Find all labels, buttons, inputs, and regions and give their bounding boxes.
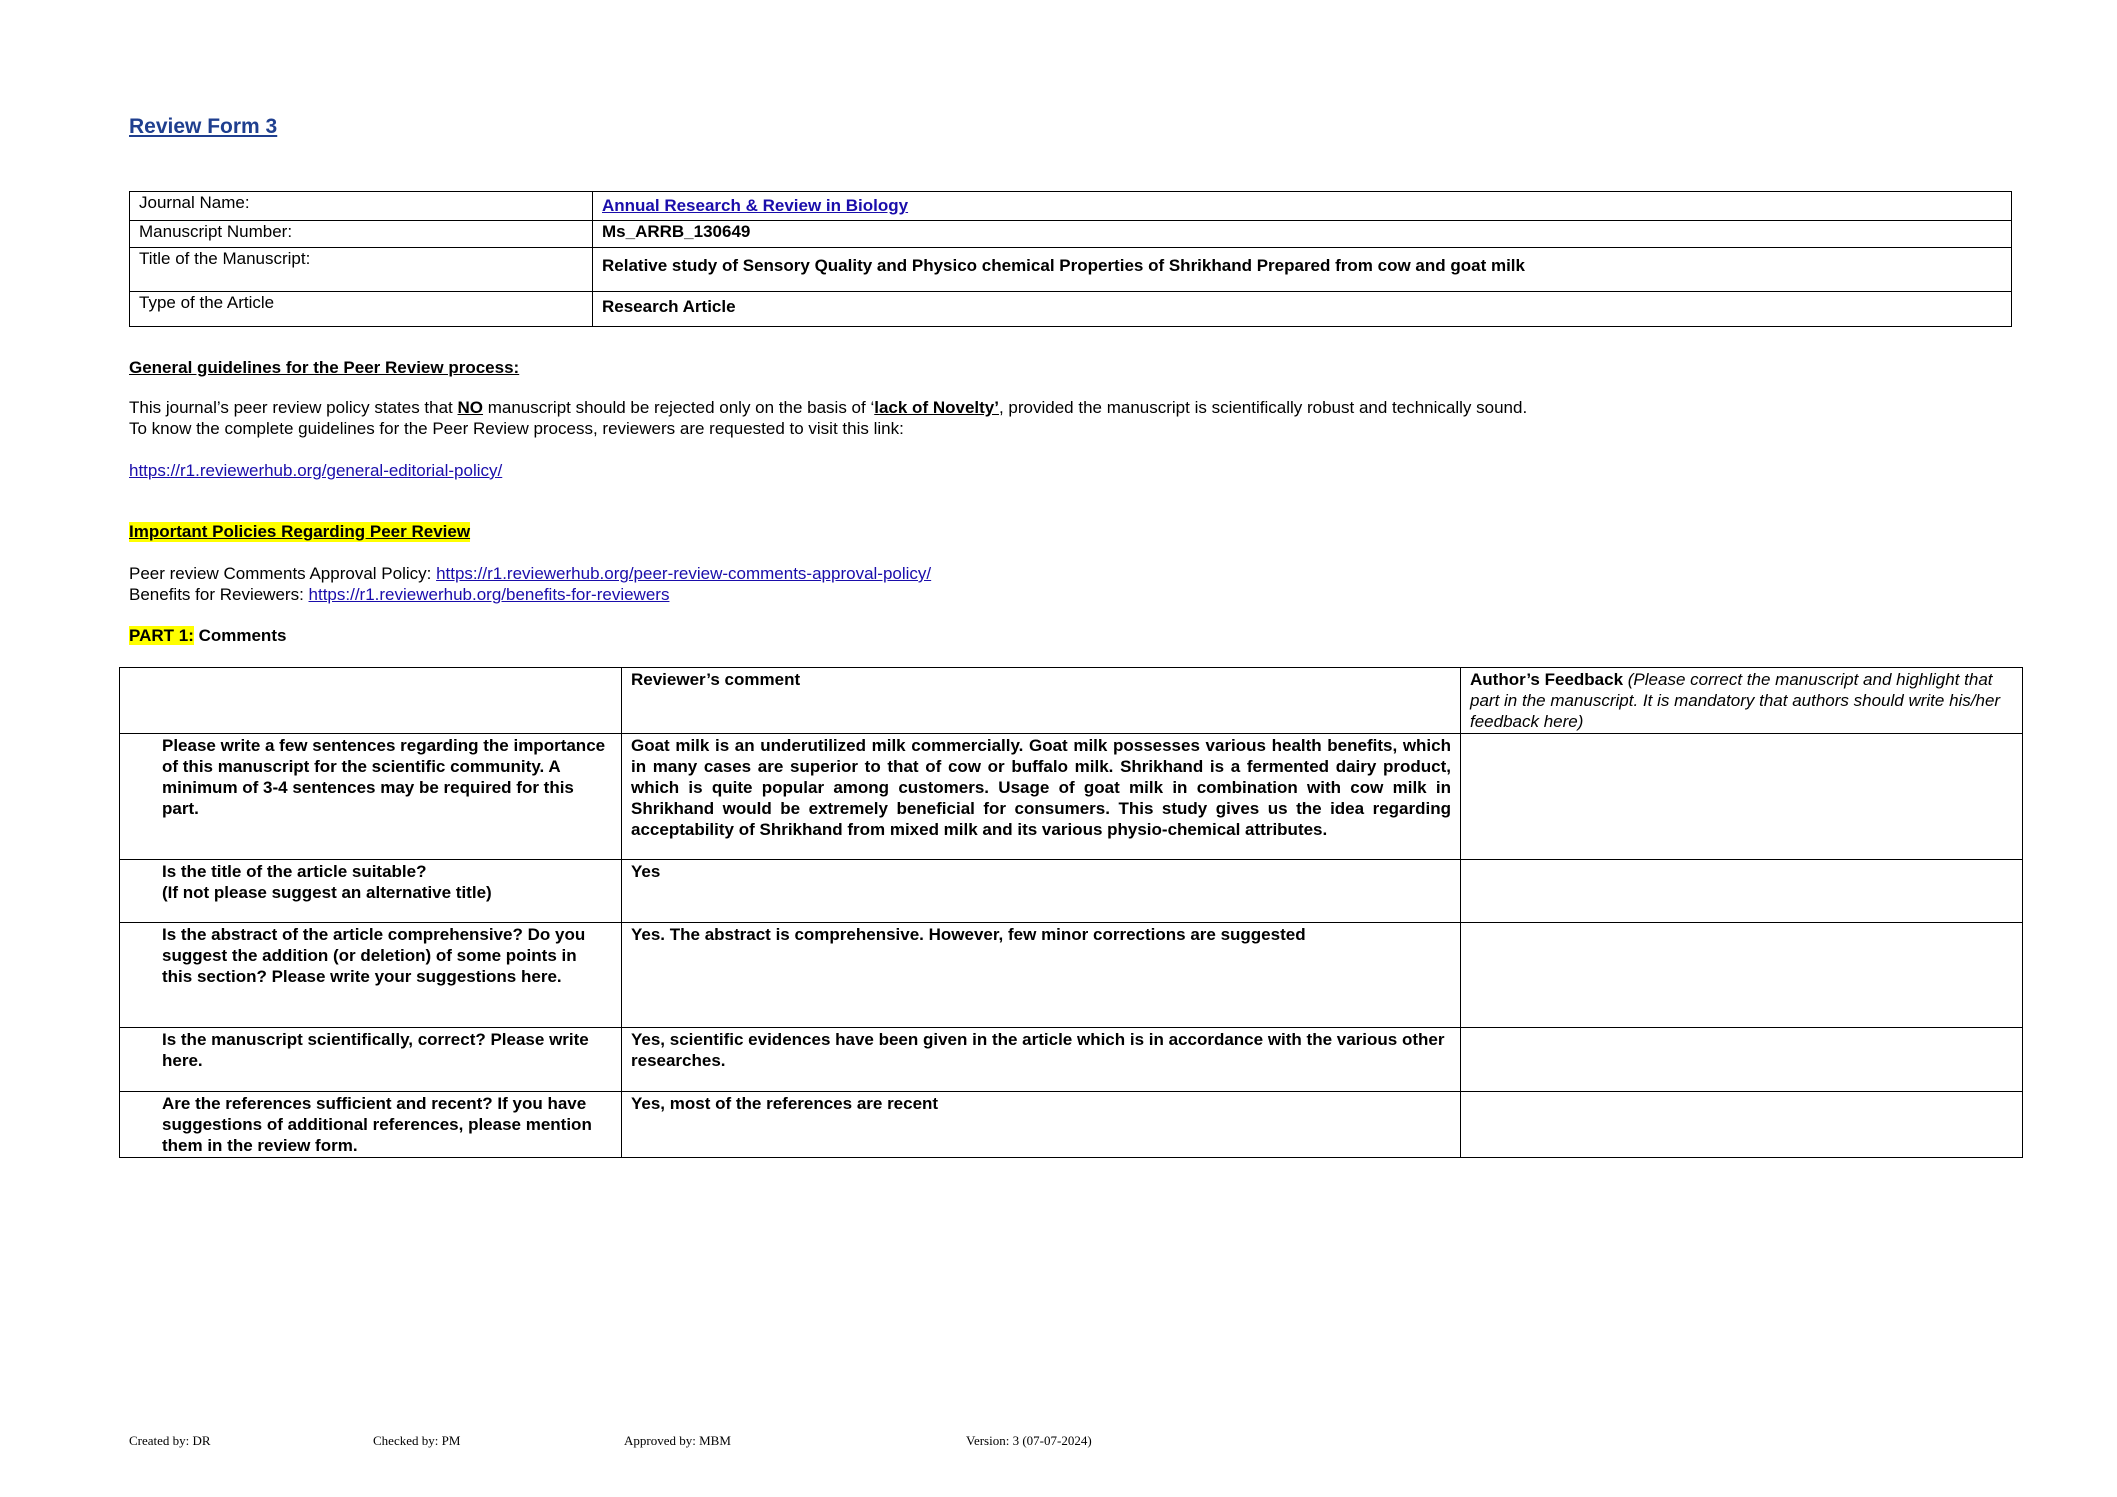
- benefits-label: Benefits for Reviewers:: [129, 585, 309, 604]
- footer-approved: Approved by: MBM: [624, 1433, 731, 1448]
- table-row: [120, 860, 2023, 923]
- manuscript-number-value: Ms_ARRB_130649: [593, 221, 2012, 248]
- guidelines-text-2: manuscript should be rejected only on the basis of ‘: [483, 398, 875, 417]
- manuscript-info-table: [129, 191, 2012, 327]
- reviewer-comment-scientific: Yes, scientific evidences have been given in the article which is in accordance with the various other researches.: [622, 1028, 1461, 1092]
- author-feedback-instructions: (Please correct the manuscript and highlight that part in the manuscript. It is mandatory that authors should write his/her feedback here): [1470, 670, 2001, 731]
- table-row: [120, 1092, 2023, 1158]
- guidelines-paragraph: [129, 397, 1527, 439]
- reviewer-comment-abstract: Yes. The abstract is comprehensive. However, few minor corrections are suggested: [622, 923, 1461, 1028]
- journal-name-row: [130, 192, 2012, 221]
- guidelines-text-1: This journal’s peer review policy states that: [129, 398, 458, 417]
- footer-version: Version: 3 (07-07-2024): [966, 1433, 1092, 1448]
- author-feedback-title: Author’s Feedback: [1470, 670, 1624, 689]
- comments-header-row: [120, 668, 2023, 734]
- author-feedback-references[interactable]: [1461, 1092, 2023, 1158]
- approval-policy-link[interactable]: https://r1.reviewerhub.org/peer-review-comments-approval-policy/: [436, 564, 932, 583]
- reviewer-comment-importance: Goat milk is an underutilized milk commercially. Goat milk possesses various health benefits, which in many cases are superior to that of cow or buffalo milk. Shrikhand is a fermented dairy product, which is quite popular among customers. Usage of goat milk in combination with cow milk in Shrikhand would be extremely beneficial for consumers. This study gives us the idea regarding acceptability of Shrikhand from mixed milk and its various physio-chemical attributes.: [622, 734, 1461, 860]
- question-header-cell: [120, 668, 622, 734]
- policies-links: [129, 563, 931, 605]
- question-title: [120, 860, 622, 923]
- footer-checked: Checked by: PM: [373, 1433, 461, 1448]
- reviewer-comment-header: Reviewer’s comment: [622, 668, 1461, 734]
- journal-name-link[interactable]: Annual Research & Review in Biology: [602, 196, 909, 215]
- lack-of-novelty-emphasis: lack of Novelty’: [874, 398, 999, 417]
- part1-heading: [129, 626, 286, 646]
- part1-label: PART 1:: [129, 626, 194, 645]
- manuscript-title-label: Title of the Manuscript:: [130, 248, 593, 292]
- table-row: [120, 923, 2023, 1028]
- benefits-link[interactable]: https://r1.reviewerhub.org/benefits-for-reviewers: [308, 585, 670, 604]
- important-policies-heading: Important Policies Regarding Peer Review: [129, 522, 471, 541]
- author-feedback-title-cell[interactable]: [1461, 860, 2023, 923]
- editorial-policy-link[interactable]: https://r1.reviewerhub.org/general-editorial-policy/: [129, 461, 503, 480]
- footer-created: Created by: DR: [129, 1433, 211, 1448]
- table-row: [120, 1028, 2023, 1092]
- author-feedback-scientific[interactable]: [1461, 1028, 2023, 1092]
- question-scientific: Is the manuscript scientifically, correct? Please write here.: [120, 1028, 622, 1092]
- article-type-row: [130, 292, 2012, 327]
- guidelines-text-4: To know the complete guidelines for the Peer Review process, reviewers are requested to visit this link:: [129, 419, 904, 438]
- manuscript-title-value: Relative study of Sensory Quality and Physico chemical Properties of Shrikhand Prepared from cow and goat milk: [593, 248, 2012, 292]
- question-title-line1: Is the title of the article suitable?: [162, 862, 427, 881]
- question-title-line2: (If not please suggest an alternative title): [162, 883, 492, 902]
- guidelines-text-3: , provided the manuscript is scientifically robust and technically sound.: [998, 398, 1528, 417]
- guidelines-heading: General guidelines for the Peer Review process:: [129, 358, 520, 377]
- article-type-label: Type of the Article: [130, 292, 593, 327]
- question-references: Are the references sufficient and recent? If you have suggestions of additional references, please mention them in the review form.: [120, 1092, 622, 1158]
- no-emphasis: NO: [457, 398, 484, 417]
- manuscript-number-row: [130, 221, 2012, 248]
- author-feedback-importance[interactable]: [1461, 734, 2023, 860]
- part1-title: Comments: [193, 626, 287, 645]
- comments-table: [119, 667, 2023, 1158]
- form-title: Review Form 3: [129, 115, 278, 138]
- journal-name-label: Journal Name:: [130, 192, 593, 221]
- question-abstract: Is the abstract of the article comprehensive? Do you suggest the addition (or deletion) of some points in this section? Please write your suggestions here.: [120, 923, 622, 1028]
- reviewer-comment-title: Yes: [622, 860, 1461, 923]
- reviewer-comment-references: Yes, most of the references are recent: [622, 1092, 1461, 1158]
- question-importance: Please write a few sentences regarding the importance of this manuscript for the scientific community. A minimum of 3-4 sentences may be required for this part.: [120, 734, 622, 860]
- table-row: [120, 734, 2023, 860]
- article-type-value: Research Article: [593, 292, 2012, 327]
- approval-policy-label: Peer review Comments Approval Policy:: [129, 564, 437, 583]
- author-feedback-header: [1461, 668, 2023, 734]
- manuscript-title-row: [130, 248, 2012, 292]
- manuscript-number-label: Manuscript Number:: [130, 221, 593, 248]
- author-feedback-abstract[interactable]: [1461, 923, 2023, 1028]
